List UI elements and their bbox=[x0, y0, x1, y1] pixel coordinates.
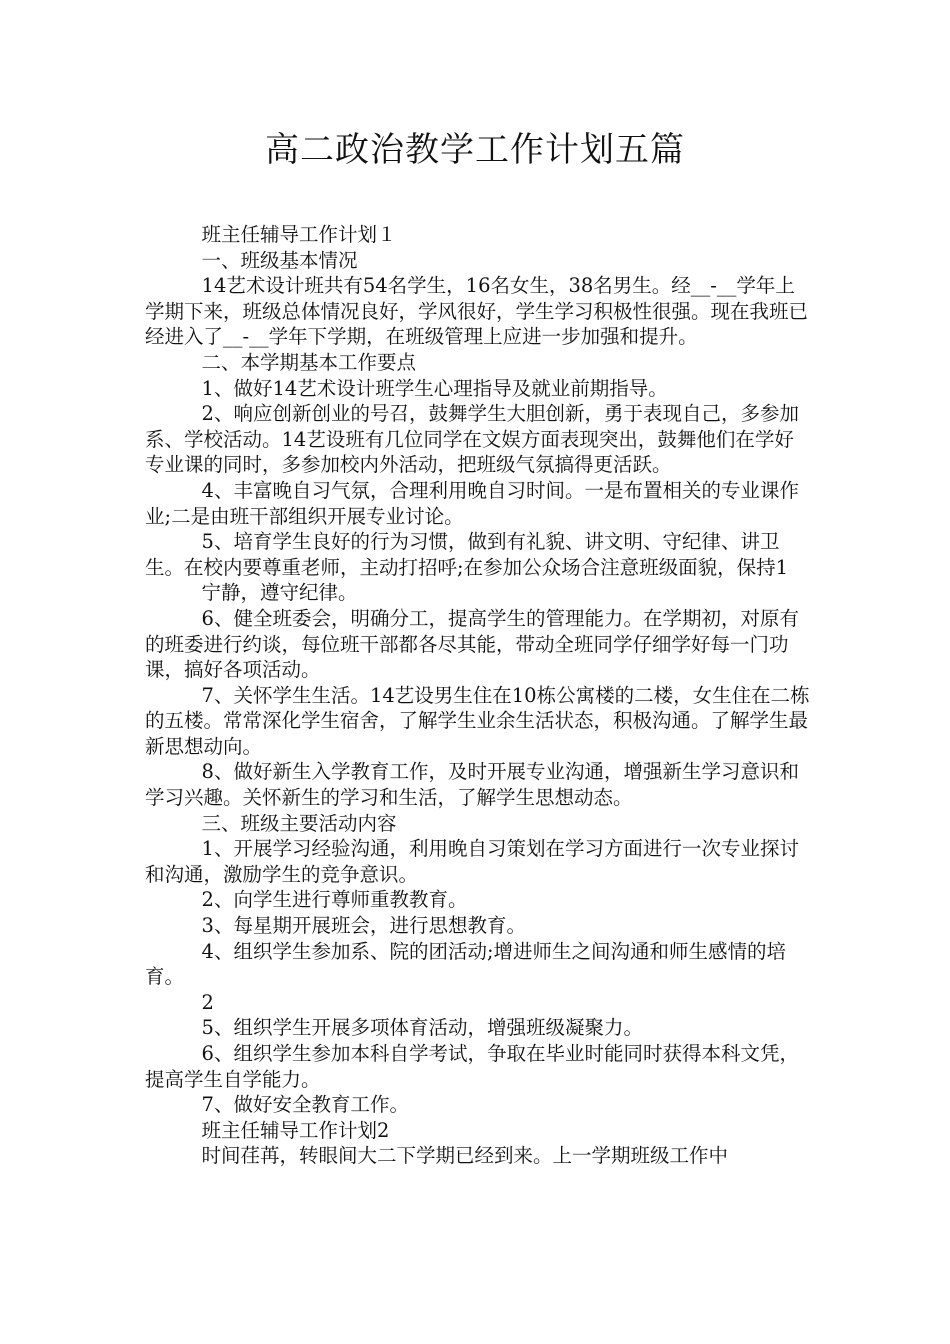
paragraph: 6、健全班委会，明确分工，提高学生的管理能力。在学期初，对原有的班委进行约谈，每位班干部都各尽其能，带动全班同学仔细学好每一门功课，搞好各项活动。 bbox=[145, 606, 799, 682]
paragraph: 2 bbox=[201, 990, 214, 1014]
paragraph: 1、做好14艺术设计班学生心理指导及就业前期指导。 bbox=[201, 376, 668, 400]
paragraph: 7、做好安全教育工作。 bbox=[201, 1093, 409, 1117]
document-title: 高二政治教学工作计划五篇 bbox=[265, 130, 685, 170]
paragraph: 8、做好新生入学教育工作，及时开展专业沟通，增强新生学习意识和学习兴趣。关怀新生的学习和生活，了解学生思想动态。 bbox=[145, 760, 799, 810]
paragraph: 4、组织学生参加系、院的团活动;增进师生之间沟通和师生感情的培育。 bbox=[145, 939, 787, 989]
paragraph: 6、组织学生参加本科自学考试，争取在毕业时能同时获得本科文凭，提高学生自学能力。 bbox=[145, 1042, 799, 1091]
paragraph: 三、班级主要活动内容 bbox=[201, 811, 397, 835]
paragraph: 14艺术设计班共有54名学生，16名女生，38名男生。经__-__学年上学期下来，班级总体情况良好，学风很好，学生学习积极性很强。现在我班已经进入了__-__学年下学期，在班级管理上应进一步加强和提升。 bbox=[145, 274, 809, 349]
paragraph: 2、响应创新创业的号召，鼓舞学生大胆创新，勇于表现自己，多参加系、学校活动。14艺设班有几位同学在文娱方面表现突出，鼓舞他们在学好专业课的同时，多参加校内外活动，把班级气氛搞得更活跃。 bbox=[145, 402, 799, 477]
paragraph: 时间荏苒，转眼间大二下学期已经到来。上一学期班级工作中 bbox=[201, 1144, 729, 1168]
paragraph: 班主任辅导工作计划１ bbox=[201, 223, 397, 246]
paragraph: 5、组织学生开展多项体育活动，增强班级凝聚力。 bbox=[201, 1016, 643, 1040]
paragraph: 二、本学期基本工作要点 bbox=[201, 350, 417, 374]
paragraph: 宁静，遵守纪律。 bbox=[201, 581, 358, 605]
paragraph: 2、向学生进行尊师重教教育。 bbox=[201, 888, 468, 912]
paragraph: 4、丰富晚自习气氛，合理利用晚自习时间。一是布置相关的专业课作业;二是由班干部组织开展专业讨论。 bbox=[145, 478, 799, 528]
paragraph: 3、每星期开展班会，进行思想教育。 bbox=[201, 914, 526, 938]
paragraph: 7、关怀学生生活。14艺设男生住在10栋公寓楼的二楼，女生住在二栋的五楼。常常深化学生宿舍，了解学生业余生活状态，积极沟通。了解学生最新思想动向。 bbox=[145, 683, 810, 758]
paragraph: 一、班级基本情况 bbox=[201, 248, 358, 272]
document-body bbox=[145, 222, 813, 1169]
paragraph: 1、开展学习经验沟通，利用晚自习策划在学习方面进行一次专业探讨和沟通，激励学生的竞争意识。 bbox=[145, 837, 799, 886]
paragraph: 班主任辅导工作计划2 bbox=[201, 1118, 390, 1142]
paragraph: 5、培育学生良好的行为习惯，做到有礼貌、讲文明、守纪律、讲卫生。在校内要尊重老师，主动打招呼;在参加公众场合注意班级面貌，保持1 bbox=[145, 530, 788, 579]
